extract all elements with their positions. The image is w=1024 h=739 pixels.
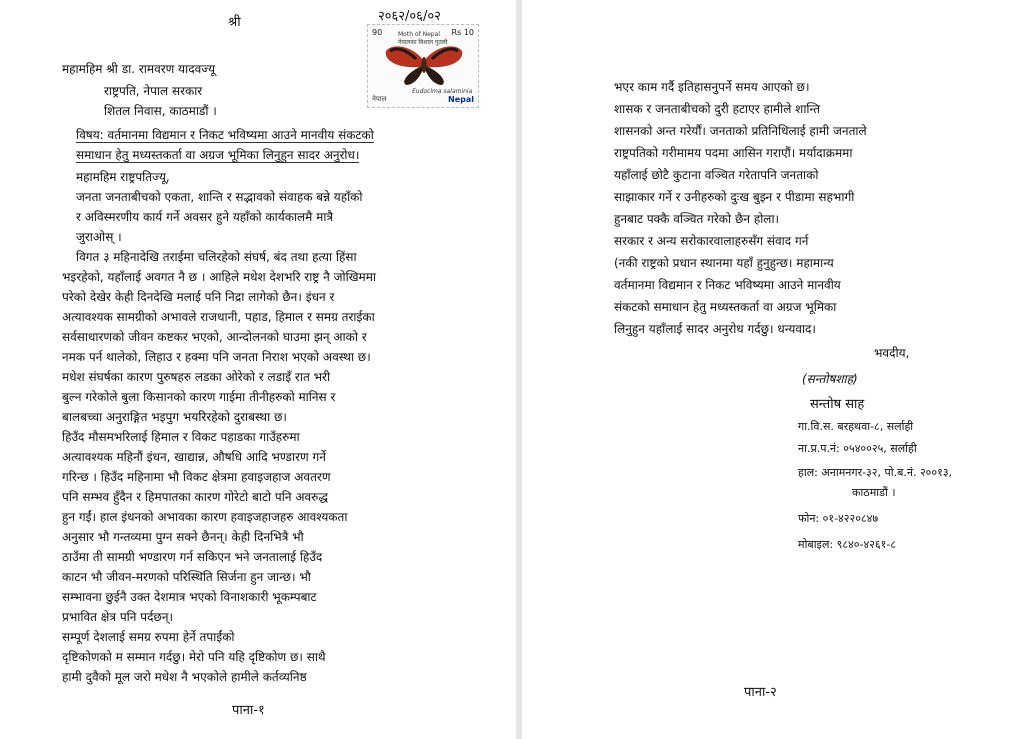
body-line: हुनबाट पक्कै वञ्चित गरेको छैन होला।	[614, 212, 780, 226]
body-line: शासक र जनताबीचको दुरी हटाएर हामीले शान्ति	[614, 102, 821, 116]
body-line: साझाकार गर्ने र उनीहरुको दुःख बुझ्न र पीडामा सहभागी	[614, 190, 855, 204]
body-line: राष्ट्रपतिको गरीमामय पदमा आसिन गराएौं। मर्यादाक्रममा	[614, 146, 853, 160]
address-line: शितल निवास, काठमाडौं ।	[104, 104, 217, 118]
body-line: लिनुहुन यहाँलाई सादर अनुरोध गर्दछु। धन्यवाद।	[614, 322, 816, 336]
sender-detail: गा.वि.स. बरहथवा-८, सर्लाही	[798, 420, 914, 433]
stamp-country-np: नेपाल	[372, 95, 387, 103]
body-line: काटन भौ जीवन-मरणको परिस्थिति सिर्जना हुन जान्छ। भौ	[62, 570, 311, 584]
letter-date: २०६२/०६/०२	[378, 9, 441, 24]
body-line: र अविस्मरणीय कार्य गर्ने अवसर हुने यहाँको कार्यकालमै मात्रै	[76, 210, 334, 224]
body-line: सम्भावना छुईनै उक्त देशमात्र भएको विनाशकारी भूकम्पबाट	[62, 590, 317, 604]
body-line: नमक पर्न थालेको, लिहाउ र हक्मा पनि जनता निराश भएको अवस्था छ।	[62, 350, 371, 364]
page-number: पाना-१	[232, 703, 265, 718]
body-line: हिउँद मौसमभरिलाई हिमाल र विकट पहाडका गाउँहरुमा	[62, 430, 300, 444]
body-line: बुल्न गरेकोले बुला किसानको कारण गाईमा तीनीहरुको मानिस र	[62, 390, 336, 404]
body-line: सम्पूर्ण देशलाई समग्र रुपमा हेर्ने तपाईंको	[62, 630, 235, 644]
body-line: जनता जनताबीचको एकता, शान्ति र सद्भावको संवाहक बन्ने यहाँको	[76, 190, 363, 204]
moth-icon	[382, 39, 466, 87]
address-line: महामहिम श्री डा. रामवरण यादवज्यू	[62, 62, 216, 76]
sender-detail: काठमाडौं ।	[852, 486, 896, 499]
body-line: जुराओस् ।	[76, 230, 122, 244]
stamp-value-right: Rs 10	[451, 28, 474, 37]
body-line: गरिन्छ । हिउँद महिनामा भौ विकट क्षेत्रमा हवाइजहाज अवतरण	[62, 470, 331, 484]
stamp-title: Moth of Nepal	[398, 31, 440, 38]
body-line: यहाँलाई छोटै कुटाना वञ्चित गरेतापनि जनताको	[614, 168, 819, 182]
body-line: हुन गईं। हाल इंधनको अभावका कारण हवाइजहाजहरु आवश्यकता	[62, 510, 348, 524]
body-line: संकटको समाधान हेतु मध्यस्तकर्ता वा अग्रज भूमिका	[614, 300, 837, 314]
body-line: पनि सम्भव हुँदैन र हिमपातका कारण गोरेटो बाटो पनि अवरुद्ध	[62, 490, 328, 504]
body-line: भइरहेको, यहाँलाई अवगत नै छ । आहिले मधेश देशभरि राष्ट्र नै जोखिममा	[62, 270, 376, 284]
body-line: ठाउँमा ती सामग्री भण्डारण गर्न सकिएन भने जनतालाई हिउँद	[62, 550, 323, 564]
signature: (सन्तोषशाह)	[802, 372, 858, 386]
body-line: हामी दुवैको मूल जरो मधेश नै भएकोले हामीले कर्तव्यनिष्ठ	[62, 670, 307, 684]
body-line: सरकार र अन्य सरोकारवालाहरुसँग संवाद गर्न	[614, 234, 809, 248]
body-line: अनुसार भौ गन्तव्यमा पुग्न सक्ने छैनन्। केही दिनभित्रै भौ	[62, 530, 304, 544]
body-line: (नकी राष्ट्रको प्रधान स्थानमा यहाँ हुनुहुन्छ। महामान्य	[614, 256, 834, 270]
body-line: सर्वसाधारणको जीवन कष्टकर भएको, आन्दोलनको घाउमा झन् आको र	[62, 330, 367, 344]
body-line: विगत ३ महिनादेखि तराईमा चलिरहेको संघर्ष, बंद तथा हत्या हिंसा	[76, 250, 357, 264]
sender-mobile: मोबाइल: ९८४०-४२६१-८	[798, 538, 897, 551]
stamp-value-left: 90	[372, 28, 383, 37]
stamp-title-np: नेपालका विशाल पुतली	[398, 39, 448, 46]
subject-line: विषय: वर्तमानमा विद्यमान र निकट भविष्यमा आउने मानवीय संकटको	[76, 128, 374, 142]
sender-detail: ना.प्र.प.नं: ०५४००२५, सर्लाही	[798, 442, 917, 455]
body-line: शासनको अन्त गरेर्यौं। जनताको प्रतिनिधिलाई हामी जनताले	[614, 124, 867, 138]
body-line: अत्यावश्यक महिनौं इंधन, खाद्यान्न, औषधि आदि भण्डारण गर्ने	[62, 450, 326, 464]
body-line: बालबच्चा अनुराङ्गित भइपुग भयरिरहेको दुराबस्था छ।	[62, 410, 287, 424]
closing: भवदीय,	[874, 346, 910, 360]
address-line: राष्ट्रपति, नेपाल सरकार	[104, 84, 203, 98]
body-line: मधेश संघर्षका कारण पुरुषहरु लडका ओरेको र लडाइँ रात भरी	[62, 370, 331, 384]
salutation: महामहिम राष्ट्रपतिज्यू,	[76, 170, 170, 184]
stamp-scientific-name: Eudocima salaminia	[412, 88, 473, 95]
sender-detail: हाल: अनामनगर-३२, पो.ब.नं. २००१३,	[798, 466, 953, 479]
postage-stamp	[367, 24, 479, 108]
subject-line: समाधान हेतु मध्यस्तकर्ता वा अग्रज भूमिका लिनुहुन सादर अनुरोध।	[76, 148, 360, 162]
body-line: प्रभावित क्षेत्र पनि पर्दछन्।	[62, 610, 174, 624]
page-number: पाना-२	[744, 685, 777, 700]
sender-phone: फोन: ०१-४२२०८४७	[798, 512, 879, 525]
body-line: परेको देखेर केही दिनदेखि मलाई पनि निद्रा लागेको छैन। इंधन र	[62, 290, 335, 304]
body-line: अत्यावश्यक सामग्रीको अभावले राजधानी, पहाड, हिमाल र समग्र तराईका	[62, 310, 375, 324]
body-line: भएर काम गर्दै इतिहासनुपर्ने समय आएको छ।	[614, 80, 810, 94]
body-line: वर्तमानमा विद्यमान र निकट भविष्यमा आउने मानवीय	[614, 278, 841, 292]
stamp-country: Nepal	[448, 95, 474, 104]
sender-name: सन्तोष साह	[810, 397, 865, 412]
shree-heading: श्री	[228, 15, 241, 30]
body-line: दृष्टिकोणको म सम्मान गर्दछु। मेरो पनि यहि दृष्टिकोण छ। साथै	[62, 650, 326, 664]
letter-page-2	[522, 0, 1024, 739]
